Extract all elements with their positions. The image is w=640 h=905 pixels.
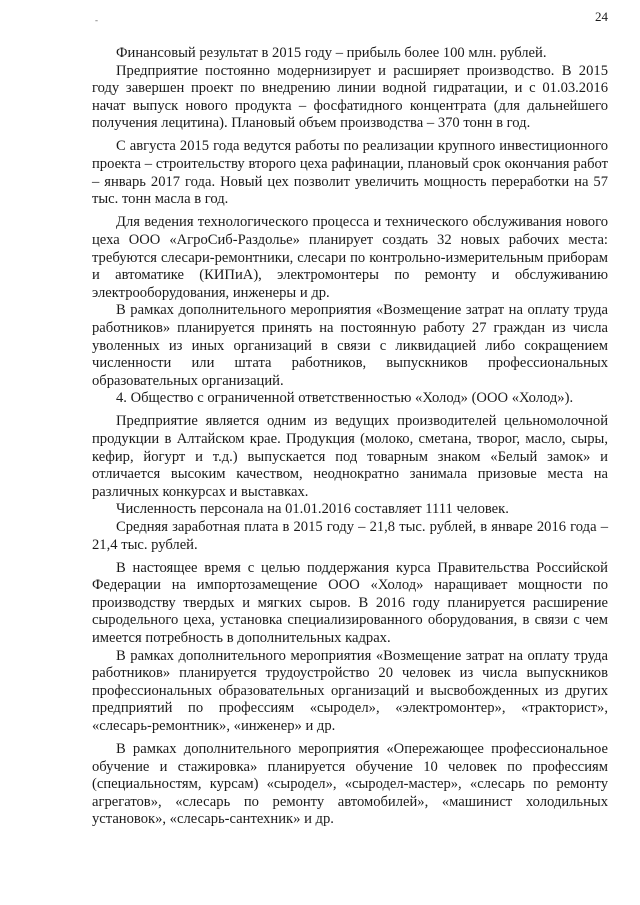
page-number: 24 xyxy=(595,9,608,24)
paragraph-investment-project: С августа 2015 года ведутся работы по реализации крупного инвестиционного проекта – строительству второго цеха рафинации, плановый срок окончания работ – январь 2017 года. Новый цех позволит увеличить мощность переработки на 57 тыс. тонн масла в год. xyxy=(92,138,608,208)
paragraph-headcount: Численность персонала на 01.01.2016 составляет 1111 человек. xyxy=(116,501,509,518)
paragraph-advanced-training: В рамках дополнительного мероприятия «Опережающее профессиональное обучение и стажировка» планируется обучение 10 человек по профессиям (специальностям, курсам) «сыродел», «сыродел-мастер», «слесарь по ремонту агрегатов», «слесарь по ремонту автомобилей», «машинист холодильных установок», «слесарь-сантехник» и др. xyxy=(92,741,608,828)
paragraph-wage-compensation-agrosib: В рамках дополнительного мероприятия «Возмещение затрат на оплату труда работников» планируется принять на постоянную работу 27 граждан из числа уволенных из иных организаций в связи с ликвидацией либо сокращением численности или штата работников, выпускников профессиональных образовательных организаций. xyxy=(92,302,608,389)
paragraph-new-jobs: Для ведения технологического процесса и технического обслуживания нового цеха ООО «АгроСиб-Раздолье» планирует создать 32 новых рабочих места: требуются слесари-ремонтники, слесари по контрольно-измерительным приборам и автоматике (КИПиА), электромонтеры по ремонту и обслуживанию электрооборудования, инженеры и др. xyxy=(92,214,608,301)
paragraph-average-salary: Средняя заработная плата в 2015 году – 21,8 тыс. рублей, в январе 2016 года – 21,4 тыс. рублей. xyxy=(92,518,608,553)
corner-mark: - xyxy=(95,15,98,25)
paragraph-import-substitution: В настоящее время с целью поддержания курса Правительства Российской Федерации на импортозамещение ООО «Холод» наращивает мощности по производству твердых и мягких сыров. В 2016 году планируется расширение сыродельного цеха, установка специализированного оборудования, в связи с чем имеется потребность в дополнительных кадрах. xyxy=(92,559,608,646)
paragraph-wage-compensation-holod: В рамках дополнительного мероприятия «Возмещение затрат на оплату труда работников» планируется трудоустройство 20 человек из числа выпускников профессиональных образовательных организаций и высвобожденных из других предприятий по профессиям «сыродел», «электромонтер», «тракторист», «слесарь-ремонтник», «инженер» и др. xyxy=(92,647,608,734)
paragraph-company-description: Предприятие является одним из ведущих производителей цельномолочной продукции в Алтайском крае. Продукция (молоко, сметана, творог, масло, сыры, кефир, йогурт и т.д.) выпускается под товарным знаком «Белый замок» и отличается высоким качеством, неоднократно занимала призовые места на различных конкурсах и выставках. xyxy=(92,413,608,500)
paragraph-company-heading: 4. Общество с ограниченной ответственностью «Холод» (ООО «Холод»). xyxy=(116,390,574,407)
paragraph-financial-result: Финансовый результат в 2015 году – прибыль более 100 млн. рублей. xyxy=(116,45,547,61)
document-body xyxy=(92,45,608,835)
paragraph-modernization: Предприятие постоянно модернизирует и расширяет производство. В 2015 году завершен проект по внедрению линии водной гидратации, и с 01.03.2016 начат выпуск нового продукта – фосфатидного концентрата (для дальнейшего получения лецитина). Плановый объем производства – 370 тонн в год. xyxy=(92,62,608,132)
